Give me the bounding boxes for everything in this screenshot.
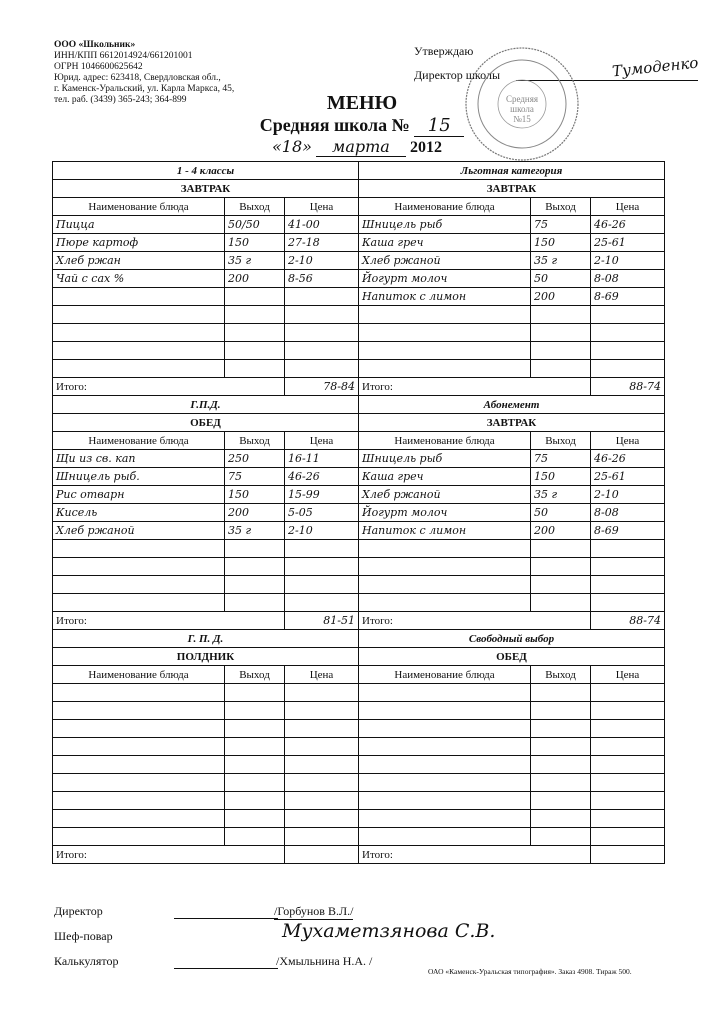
dish-output: 50/50 <box>225 216 285 234</box>
table-row <box>53 360 665 378</box>
total-value-s4: 88-74 <box>591 612 665 630</box>
col-header-name: Наименование блюда <box>53 198 225 216</box>
dish-price <box>285 306 359 324</box>
dish-price <box>285 702 359 720</box>
dish-name <box>53 774 225 792</box>
dish-price <box>591 558 665 576</box>
dish-price: 8-69 <box>591 288 665 306</box>
dish-output <box>225 342 285 360</box>
total-label: Итого: <box>53 378 285 396</box>
total-label: Итого: <box>53 612 285 630</box>
dish-output <box>225 774 285 792</box>
col-header-price: Цена <box>591 666 665 684</box>
dish-output <box>531 540 591 558</box>
dish-output <box>531 342 591 360</box>
dish-output <box>225 810 285 828</box>
dish-name <box>359 540 531 558</box>
dish-name <box>359 702 531 720</box>
dish-name <box>53 576 225 594</box>
col-header-price: Цена <box>285 198 359 216</box>
table-row <box>53 738 665 756</box>
director-signature-label: Директор <box>54 904 103 918</box>
dish-name <box>359 324 531 342</box>
col-header-output: Выход <box>225 198 285 216</box>
dish-price <box>285 720 359 738</box>
dish-output <box>531 756 591 774</box>
dish-output: 35 г <box>531 252 591 270</box>
director-signature-line <box>174 918 278 919</box>
col-header-output: Выход <box>531 432 591 450</box>
dish-name <box>53 342 225 360</box>
section-meal-s5: ПОЛДНИК <box>53 648 359 666</box>
date-day: «18» <box>272 137 312 156</box>
org-address-2: г. Каменск-Уральский, ул. Карла Маркса, 45, <box>54 84 235 94</box>
dish-price <box>285 792 359 810</box>
section-title-s4: Абонемент <box>359 396 665 414</box>
dish-output <box>225 720 285 738</box>
calc-signature-label: Калькулятор <box>54 954 119 968</box>
table-row <box>53 756 665 774</box>
dish-output: 150 <box>225 234 285 252</box>
org-ogrn: ОГРН 1046600625642 <box>54 62 143 72</box>
dish-output: 200 <box>225 270 285 288</box>
dish-name <box>53 702 225 720</box>
dish-price <box>591 774 665 792</box>
dish-name: Щи из св. кап <box>53 450 225 468</box>
table-row <box>53 828 665 846</box>
dish-output <box>531 684 591 702</box>
dish-output: 200 <box>531 288 591 306</box>
dish-price <box>285 810 359 828</box>
dish-output: 75 <box>531 450 591 468</box>
dish-output <box>531 792 591 810</box>
col-header-price: Цена <box>591 432 665 450</box>
col-header-output: Выход <box>225 432 285 450</box>
dish-name <box>53 360 225 378</box>
dish-name <box>359 576 531 594</box>
table-row <box>53 234 665 252</box>
dish-output <box>225 594 285 612</box>
dish-name <box>53 792 225 810</box>
menu-date <box>272 137 442 157</box>
school-label: Средняя школа № <box>259 115 410 135</box>
dish-price <box>591 360 665 378</box>
table-row <box>53 450 665 468</box>
dish-output <box>225 306 285 324</box>
table-row <box>53 540 665 558</box>
section-meal-s3: ОБЕД <box>53 414 359 432</box>
table-row <box>53 522 665 540</box>
dish-price <box>285 684 359 702</box>
dish-name: Чай с сах % <box>53 270 225 288</box>
org-inn: ИНН/КПП 6612014924/661201001 <box>54 51 193 61</box>
dish-price <box>591 702 665 720</box>
col-header-price: Цена <box>591 198 665 216</box>
dish-price <box>285 774 359 792</box>
dish-price: 5-05 <box>285 504 359 522</box>
dish-price <box>285 558 359 576</box>
dish-name: Рис отварн <box>53 486 225 504</box>
dish-price <box>285 738 359 756</box>
dish-output: 150 <box>225 486 285 504</box>
dish-price: 46-26 <box>591 450 665 468</box>
dish-price <box>591 720 665 738</box>
director-school-label: Директор школы <box>414 68 501 82</box>
dish-name: Йогурт молоч <box>359 504 531 522</box>
dish-price <box>591 324 665 342</box>
total-label: Итого: <box>359 378 591 396</box>
dish-output: 35 г <box>225 252 285 270</box>
dish-output <box>225 828 285 846</box>
col-header-output: Выход <box>531 198 591 216</box>
table-row <box>53 558 665 576</box>
dish-price <box>285 756 359 774</box>
dish-price <box>591 306 665 324</box>
total-value-s2: 88-74 <box>591 378 665 396</box>
dish-name <box>359 774 531 792</box>
dish-price <box>285 342 359 360</box>
dish-output <box>225 324 285 342</box>
col-header-name: Наименование блюда <box>359 666 531 684</box>
dish-price <box>285 594 359 612</box>
col-header-output: Выход <box>225 666 285 684</box>
table-row <box>53 486 665 504</box>
dish-name: Каша греч <box>359 234 531 252</box>
chef-signature-label: Шеф-повар <box>54 929 113 943</box>
dish-name: Хлеб ржаной <box>359 486 531 504</box>
dish-name: Хлеб ржаной <box>53 522 225 540</box>
dish-price: 16-11 <box>285 450 359 468</box>
table-row <box>53 288 665 306</box>
dish-output <box>531 774 591 792</box>
dish-name: Пицца <box>53 216 225 234</box>
dish-output: 35 г <box>225 522 285 540</box>
dish-name <box>53 684 225 702</box>
school-number: 15 <box>414 116 464 137</box>
dish-price <box>285 360 359 378</box>
dish-price <box>591 738 665 756</box>
table-row <box>53 270 665 288</box>
org-name: ООО «Школьник» <box>54 40 136 50</box>
dish-price: 8-08 <box>591 270 665 288</box>
total-value-s6 <box>591 846 665 864</box>
dish-output <box>531 324 591 342</box>
dish-price: 27-18 <box>285 234 359 252</box>
dish-output: 75 <box>225 468 285 486</box>
dish-price <box>285 288 359 306</box>
dish-name: Пюре картоф <box>53 234 225 252</box>
table-row <box>53 810 665 828</box>
dish-name: Хлеб ржаной <box>359 252 531 270</box>
dish-name <box>53 558 225 576</box>
dish-output <box>531 738 591 756</box>
col-header-price: Цена <box>285 432 359 450</box>
table-row <box>53 342 665 360</box>
dish-price: 2-10 <box>591 252 665 270</box>
dish-name: Напиток с лимон <box>359 288 531 306</box>
dish-output <box>225 360 285 378</box>
dish-price: 46-26 <box>285 468 359 486</box>
date-year: 2012 <box>409 139 442 156</box>
svg-text:Средняя: Средняя <box>505 94 539 104</box>
dish-name <box>53 810 225 828</box>
section-title-s1: 1 - 4 классы <box>53 162 359 180</box>
dish-price <box>591 576 665 594</box>
dish-output <box>225 792 285 810</box>
dish-name <box>359 306 531 324</box>
dish-price: 8-08 <box>591 504 665 522</box>
dish-output: 200 <box>531 522 591 540</box>
dish-name <box>53 540 225 558</box>
col-header-name: Наименование блюда <box>53 666 225 684</box>
dish-name: Шницель рыб <box>359 216 531 234</box>
dish-output <box>225 684 285 702</box>
table-row <box>53 792 665 810</box>
table-row <box>53 594 665 612</box>
dish-output: 150 <box>531 468 591 486</box>
calc-signature-line <box>174 968 278 969</box>
dish-output: 50 <box>531 270 591 288</box>
col-header-name: Наименование блюда <box>359 432 531 450</box>
section-title-s3: Г.П.Д. <box>53 396 359 414</box>
table-row <box>53 774 665 792</box>
section-title-s5: Г. П. Д. <box>53 630 359 648</box>
dish-output <box>225 738 285 756</box>
col-header-output: Выход <box>531 666 591 684</box>
total-value-s5 <box>285 846 359 864</box>
table-row <box>53 504 665 522</box>
total-label: Итого: <box>359 846 591 864</box>
dish-name <box>359 594 531 612</box>
dish-name <box>359 684 531 702</box>
dish-output <box>531 828 591 846</box>
col-header-name: Наименование блюда <box>53 432 225 450</box>
dish-name <box>53 828 225 846</box>
dish-output <box>225 756 285 774</box>
table-row <box>53 684 665 702</box>
dish-price <box>285 828 359 846</box>
dish-price: 41-00 <box>285 216 359 234</box>
dish-output <box>531 810 591 828</box>
dish-output: 75 <box>531 216 591 234</box>
dish-name: Каша греч <box>359 468 531 486</box>
table-row <box>53 576 665 594</box>
page-title: МЕНЮ <box>326 92 398 114</box>
section-meal-s4: ЗАВТРАК <box>359 414 665 432</box>
dish-price: 8-56 <box>285 270 359 288</box>
dish-price <box>591 540 665 558</box>
total-value-s1: 78-84 <box>285 378 359 396</box>
dish-output <box>531 594 591 612</box>
dish-name: Кисель <box>53 504 225 522</box>
dish-price <box>591 594 665 612</box>
total-label: Итого: <box>359 612 591 630</box>
dish-price: 2-10 <box>591 486 665 504</box>
dish-output <box>225 702 285 720</box>
dish-name <box>359 558 531 576</box>
school-title <box>0 115 724 137</box>
dish-name: Шницель рыб <box>359 450 531 468</box>
section-meal-s1: ЗАВТРАК <box>53 180 359 198</box>
table-row <box>53 252 665 270</box>
dish-name <box>53 306 225 324</box>
dish-output <box>531 306 591 324</box>
dish-price: 2-10 <box>285 522 359 540</box>
dish-name <box>53 324 225 342</box>
dish-price <box>591 810 665 828</box>
table-row <box>53 720 665 738</box>
dish-price: 15-99 <box>285 486 359 504</box>
section-meal-s2: ЗАВТРАК <box>359 180 665 198</box>
dish-output: 250 <box>225 450 285 468</box>
total-value-s3: 81-51 <box>285 612 359 630</box>
dish-price <box>591 792 665 810</box>
dish-output <box>225 540 285 558</box>
dish-price: 25-61 <box>591 234 665 252</box>
dish-output: 50 <box>531 504 591 522</box>
dish-output <box>531 576 591 594</box>
dish-name <box>359 360 531 378</box>
dish-name <box>53 738 225 756</box>
dish-output: 150 <box>531 234 591 252</box>
dish-price <box>285 540 359 558</box>
print-note: ОАО «Каменск-Уральская типография». Заказ 4908. Тираж 500. <box>428 967 632 976</box>
dish-output <box>225 558 285 576</box>
dish-name: Напиток с лимон <box>359 522 531 540</box>
dish-output <box>225 288 285 306</box>
dish-name <box>359 810 531 828</box>
dish-output <box>225 576 285 594</box>
org-phone: тел. раб. (3439) 365-243; 364-899 <box>54 95 187 105</box>
dish-output <box>531 720 591 738</box>
dish-name <box>53 594 225 612</box>
director-name: /Горбунов В.Л./ <box>274 904 354 918</box>
section-title-s6: Свободный выбор <box>359 630 665 648</box>
dish-name: Шницель рыб. <box>53 468 225 486</box>
total-label: Итого: <box>53 846 285 864</box>
dish-price <box>285 324 359 342</box>
calc-name: /Хмыльнина Н.А. / <box>276 954 373 968</box>
dish-name <box>53 756 225 774</box>
org-address-1: Юрид. адрес: 623418, Свердловская обл., <box>54 73 221 83</box>
dish-name <box>359 738 531 756</box>
dish-name <box>359 720 531 738</box>
chef-name: Мухаметзянова С.В. <box>282 920 496 942</box>
dish-name <box>359 342 531 360</box>
col-header-name: Наименование блюда <box>359 198 531 216</box>
dish-name <box>53 720 225 738</box>
dish-price: 2-10 <box>285 252 359 270</box>
dish-price <box>591 756 665 774</box>
dish-price <box>285 576 359 594</box>
table-row <box>53 216 665 234</box>
table-row <box>53 324 665 342</box>
dish-output: 200 <box>225 504 285 522</box>
dish-output <box>531 702 591 720</box>
signatures-block <box>54 900 654 970</box>
svg-text:№15: №15 <box>513 114 531 124</box>
table-row <box>53 702 665 720</box>
dish-output <box>531 360 591 378</box>
dish-price <box>591 342 665 360</box>
dish-price: 25-61 <box>591 468 665 486</box>
section-title-s2: Льготная категория <box>359 162 665 180</box>
dish-price: 46-26 <box>591 216 665 234</box>
approve-signature: Тумоденко <box>611 53 700 81</box>
section-meal-s6: ОБЕД <box>359 648 665 666</box>
svg-text:школа: школа <box>510 104 534 114</box>
col-header-price: Цена <box>285 666 359 684</box>
dish-name: Йогурт молоч <box>359 270 531 288</box>
approve-label: Утверждаю <box>414 44 474 58</box>
dish-name <box>359 792 531 810</box>
dish-price <box>591 684 665 702</box>
table-row <box>53 306 665 324</box>
dish-output <box>531 558 591 576</box>
dish-price: 8-69 <box>591 522 665 540</box>
dish-name: Хлеб ржан <box>53 252 225 270</box>
dish-output: 35 г <box>531 486 591 504</box>
dish-name <box>53 288 225 306</box>
date-month: марта <box>316 137 406 157</box>
dish-price <box>591 828 665 846</box>
dish-name <box>359 756 531 774</box>
menu-table <box>52 161 665 864</box>
dish-name <box>359 828 531 846</box>
table-row <box>53 468 665 486</box>
